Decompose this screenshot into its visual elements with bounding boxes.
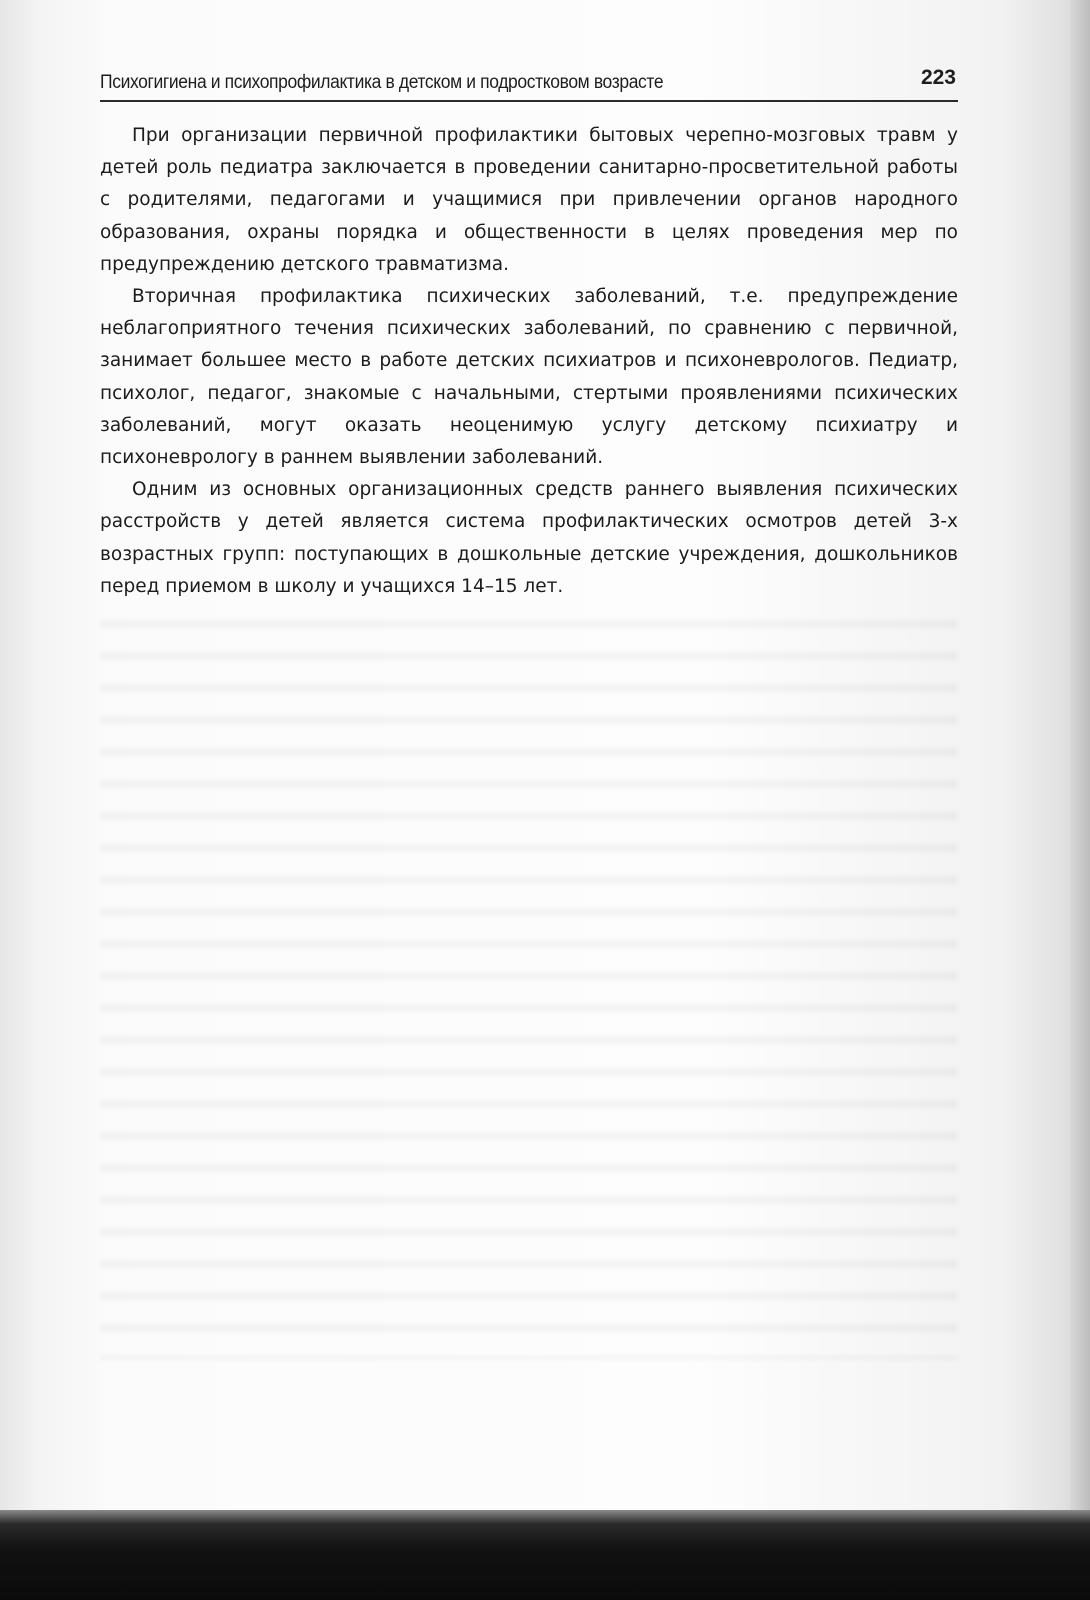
running-title: Психогигиена и психопрофилактика в детском и подростковом возрасте xyxy=(100,72,664,93)
paragraph-early-detection: Одним из основных организационных средств раннего выявления психических расстройств у детей является система профилактических осмотров детей 3-х возрастных групп: поступающих в дошкольные детские учреждения, дошкольников перед приемом в школу и учащихся 14–15 лет. xyxy=(100,479,958,597)
paragraph-secondary-prevention: Вторичная профилактика психических заболеваний, т.е. предупреждение неблагоприятного течения психических заболеваний, по сравнению с первичной, занимает большее место в работе детских психиатров и психоневрологов. Педиатр, психолог, педагог, знакомые с начальными, стертыми проявлениями психических заболеваний, могут оказать неоценимую услугу детскому психиатру и психоневрологу в раннем выявлении заболеваний. xyxy=(100,286,958,469)
scan-bottom-edge xyxy=(0,1510,1090,1600)
show-through-text xyxy=(100,600,958,1360)
page-number: 223 xyxy=(920,66,956,89)
body-text xyxy=(100,120,958,603)
page-right-edge xyxy=(1070,0,1090,1520)
paragraph-primary-prevention: При организации первичной профилактики бытовых черепно-мозговых травм у детей роль педиатра заключается в проведении санитарно-просветительной работы с родителями, педагогами и учащимися при привлечении органов народного образования, охраны порядка и общественности в целях проведения мер по предупреждению детского травматизма. xyxy=(100,125,958,275)
page-header xyxy=(100,60,958,102)
